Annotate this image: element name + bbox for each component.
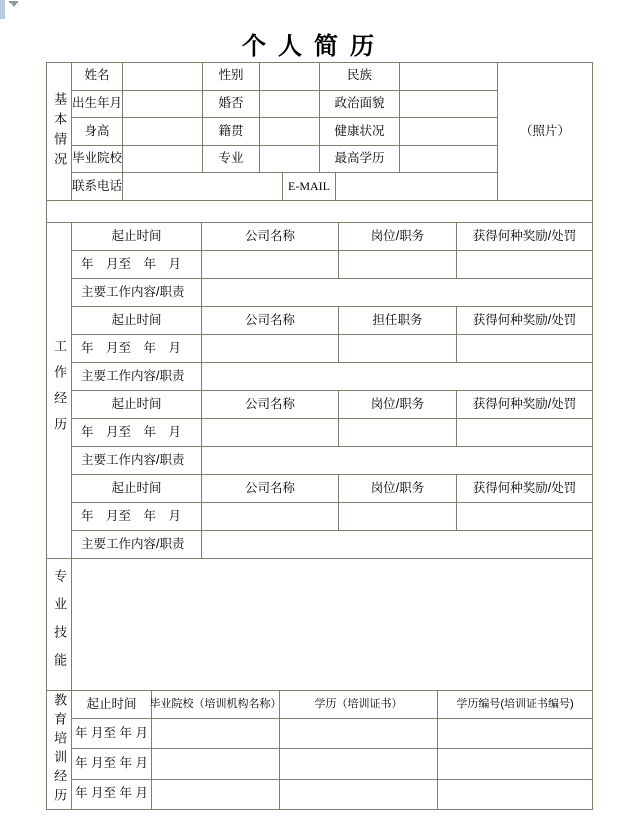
awards-header: 获得何种奖励/处罚 [472,228,577,243]
gender-value-cell[interactable] [260,63,320,90]
work-entry-row [72,335,592,363]
work-duty-row [72,531,592,558]
political-status-label: 政治面貌 [320,91,400,118]
school-value-cell[interactable] [123,146,203,173]
awards-header: 获得何种奖励/处罚 [472,480,577,495]
basic-row-4 [72,146,497,174]
company-header: 公司名称 [202,391,339,418]
ethnicity-label: 民族 [320,63,400,90]
phone-value-cell[interactable] [123,173,283,200]
awards-value-cell[interactable] [457,335,592,362]
skills-value-cell[interactable] [72,559,592,690]
basic-row-3 [72,118,497,146]
edu-degree-header: 学历（培训证书） [280,691,438,718]
education-section-label [47,691,72,809]
position-header: 岗位/职务 [339,475,457,502]
name-value-cell[interactable] [123,63,203,90]
education-entry-row [72,780,592,809]
edu-period-template-cell[interactable]: 年 月至 年 月 [72,719,152,748]
duty-value-cell[interactable] [202,279,592,306]
gender-label: 性别 [203,63,260,90]
birthdate-label: 出生年月 [72,91,123,118]
edu-period-header: 起止时间 [72,691,152,718]
major-value-cell[interactable] [260,146,320,173]
company-header: 公司名称 [202,475,339,502]
basic-row-2 [72,91,497,119]
edu-period-template-cell[interactable]: 年 月至 年 月 [72,749,152,778]
work-entry-row [72,251,592,279]
awards-value-cell[interactable] [457,419,592,446]
work-block-2 [72,307,592,391]
ethnicity-value-cell[interactable] [400,63,497,90]
work-block-1 [72,223,592,307]
work-duty-row [72,279,592,306]
period-template-cell[interactable]: 年 月至 年 月 [72,335,202,362]
work-header-row [72,475,592,503]
basic-row-1 [72,63,497,91]
position-header: 担任职务 [339,307,457,334]
company-value-cell[interactable] [202,335,339,362]
duty-value-cell[interactable] [202,363,592,390]
edu-certificate-number-value-cell[interactable] [438,780,592,809]
phone-label: 联系电话 [72,173,123,200]
degree-value-cell[interactable] [400,146,497,173]
duty-value-cell[interactable] [202,447,592,474]
edu-certificate-number-header: 学历编号(培训证书编号) [456,698,574,711]
marital-label: 婚否 [203,91,260,118]
period-header: 起止时间 [72,475,202,502]
duty-label: 主要工作内容/职责 [72,363,202,390]
work-block-4 [72,475,592,558]
position-value-cell[interactable] [339,335,457,362]
ruler-tab-marker-icon [9,1,18,9]
position-value-cell[interactable] [339,419,457,446]
education-entry-row [72,749,592,779]
work-vertical-text: 工作经历 [52,338,68,443]
duty-label: 主要工作内容/职责 [72,279,202,306]
work-header-row [72,223,592,251]
company-value-cell[interactable] [202,251,339,278]
separator-row [47,201,592,223]
email-value-cell[interactable] [336,173,497,200]
basic-info-section [47,63,592,201]
degree-label: 最高学历 [320,146,400,173]
skills-section [47,559,592,691]
position-value-cell[interactable] [339,503,457,530]
skills-vertical-text: 专业技能 [52,568,68,681]
work-header-row [72,391,592,419]
duty-label: 主要工作内容/职责 [72,447,202,474]
edu-degree-value-cell[interactable] [280,719,438,748]
work-section-label [47,223,72,558]
education-section [47,691,592,809]
duty-value-cell[interactable] [202,531,592,558]
work-entry-row [72,419,592,447]
work-experience-section [47,223,592,559]
health-value-cell[interactable] [400,118,497,145]
edu-school-header: 毕业院校（培训机构名称） [152,691,280,718]
photo-placeholder-cell[interactable]: （照片） [497,63,592,200]
work-duty-row [72,363,592,390]
skills-section-label [47,559,72,690]
position-header: 岗位/职务 [339,391,457,418]
birthdate-value-cell[interactable] [123,91,203,118]
height-value-cell[interactable] [123,118,203,145]
edu-period-template-cell[interactable]: 年 月至 年 月 [72,780,152,809]
company-header: 公司名称 [202,307,339,334]
table-anchor-bar [0,0,5,19]
work-duty-row [72,447,592,474]
native-place-value-cell[interactable] [260,118,320,145]
awards-value-cell[interactable] [457,251,592,278]
basic-info-section-label [47,63,72,200]
school-label: 毕业院校 [72,146,123,173]
work-header-row [72,307,592,335]
basic-row-contact [72,173,497,200]
work-entry-row [72,503,592,531]
page-title: 个 人 简 历 [242,34,377,60]
edu-certificate-number-value-cell[interactable] [438,719,592,748]
company-header: 公司名称 [202,223,339,250]
name-label: 姓名 [72,63,123,90]
period-header: 起止时间 [72,223,202,250]
company-value-cell[interactable] [202,419,339,446]
period-header: 起止时间 [72,391,202,418]
edu-school-value-cell[interactable] [152,749,280,778]
awards-value-cell[interactable] [457,503,592,530]
education-vertical-text: 教育培训经历 [52,693,68,807]
edu-school-value-cell[interactable] [152,719,280,748]
major-label: 专业 [203,146,260,173]
email-label: E-MAIL [283,173,336,200]
education-entry-row [72,719,592,749]
political-status-value-cell[interactable] [400,91,497,118]
awards-header: 获得何种奖励/处罚 [472,312,577,327]
company-value-cell[interactable] [202,503,339,530]
edu-degree-value-cell[interactable] [280,780,438,809]
education-header-row [72,691,592,719]
edu-school-value-cell[interactable] [152,780,280,809]
height-label: 身高 [72,118,123,145]
awards-header: 获得何种奖励/处罚 [472,396,577,411]
resume-table [46,62,593,810]
edu-certificate-number-value-cell[interactable] [438,749,592,778]
period-template-cell[interactable]: 年 月至 年 月 [72,503,202,530]
health-label: 健康状况 [320,118,400,145]
position-value-cell[interactable] [339,251,457,278]
marital-value-cell[interactable] [260,91,320,118]
basic-info-vertical-text: 基本情况 [52,91,68,172]
duty-label: 主要工作内容/职责 [72,531,202,558]
position-header: 岗位/职务 [339,223,457,250]
period-template-cell[interactable]: 年 月至 年 月 [72,419,202,446]
edu-degree-value-cell[interactable] [280,749,438,778]
native-place-label: 籍贯 [203,118,260,145]
period-header: 起止时间 [72,307,202,334]
period-template-cell[interactable]: 年 月至 年 月 [72,251,202,278]
work-block-3 [72,391,592,475]
